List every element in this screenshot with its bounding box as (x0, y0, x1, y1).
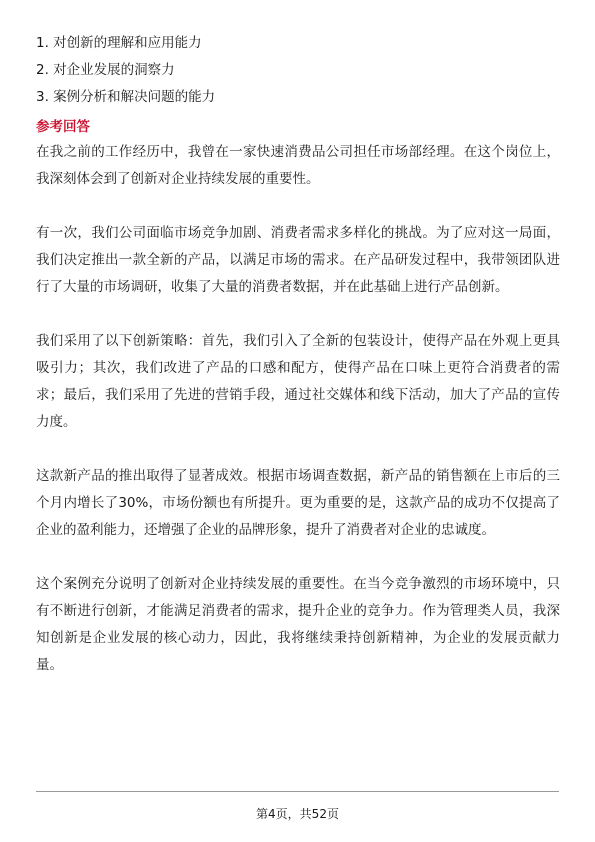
answer-paragraph-3: 我们采用了以下创新策略：首先，我们引入了全新的包装设计，使得产品在外观上更具吸引力；其次，我们改进了产品的口感和配方，使得产品在口味上更符合消费者的需求；最后，我们采用了先进的营销手段，通过社交媒体和线下活动，加大了产品的宣传力度。 (36, 333, 560, 430)
footer-divider (36, 791, 559, 792)
evaluation-point-3: 3. 案例分析和解决问题的能力 (36, 89, 216, 105)
answer-heading: 参考回答 (36, 119, 90, 135)
page-content (36, 30, 560, 679)
page-number: 第4页，共52页 (256, 807, 339, 821)
answer-paragraph-4: 这款新产品的推出取得了显著成效。根据市场调查数据，新产品的销售额在上市后的三个月内增长了30%，市场份额也有所提升。更为重要的是，这款产品的成功不仅提高了企业的盈利能力，还增强了企业的品牌形象，提升了消费者对企业的忠诚度。 (36, 468, 560, 538)
answer-paragraph-1: 在我之前的工作经历中，我曾在一家快速消费品公司担任市场部经理。在这个岗位上，我深刻体会到了创新对企业持续发展的重要性。 (36, 144, 560, 187)
evaluation-point-1: 1. 对创新的理解和应用能力 (36, 35, 202, 51)
answer-paragraph-5: 这个案例充分说明了创新对企业持续发展的重要性。在当今竞争激烈的市场环境中，只有不断进行创新，才能满足消费者的需求，提升企业的竞争力。作为管理类人员，我深知创新是企业发展的核心动力，因此，我将继续秉持创新精神，为企业的发展贡献力量。 (36, 576, 560, 673)
answer-paragraph-2: 有一次，我们公司面临市场竞争加剧、消费者需求多样化的挑战。为了应对这一局面，我们决定推出一款全新的产品，以满足市场的需求。在产品研发过程中，我带领团队进行了大量的市场调研，收集了大量的消费者数据，并在此基础上进行产品创新。 (36, 225, 560, 295)
evaluation-point-2: 2. 对企业发展的洞察力 (36, 62, 175, 78)
